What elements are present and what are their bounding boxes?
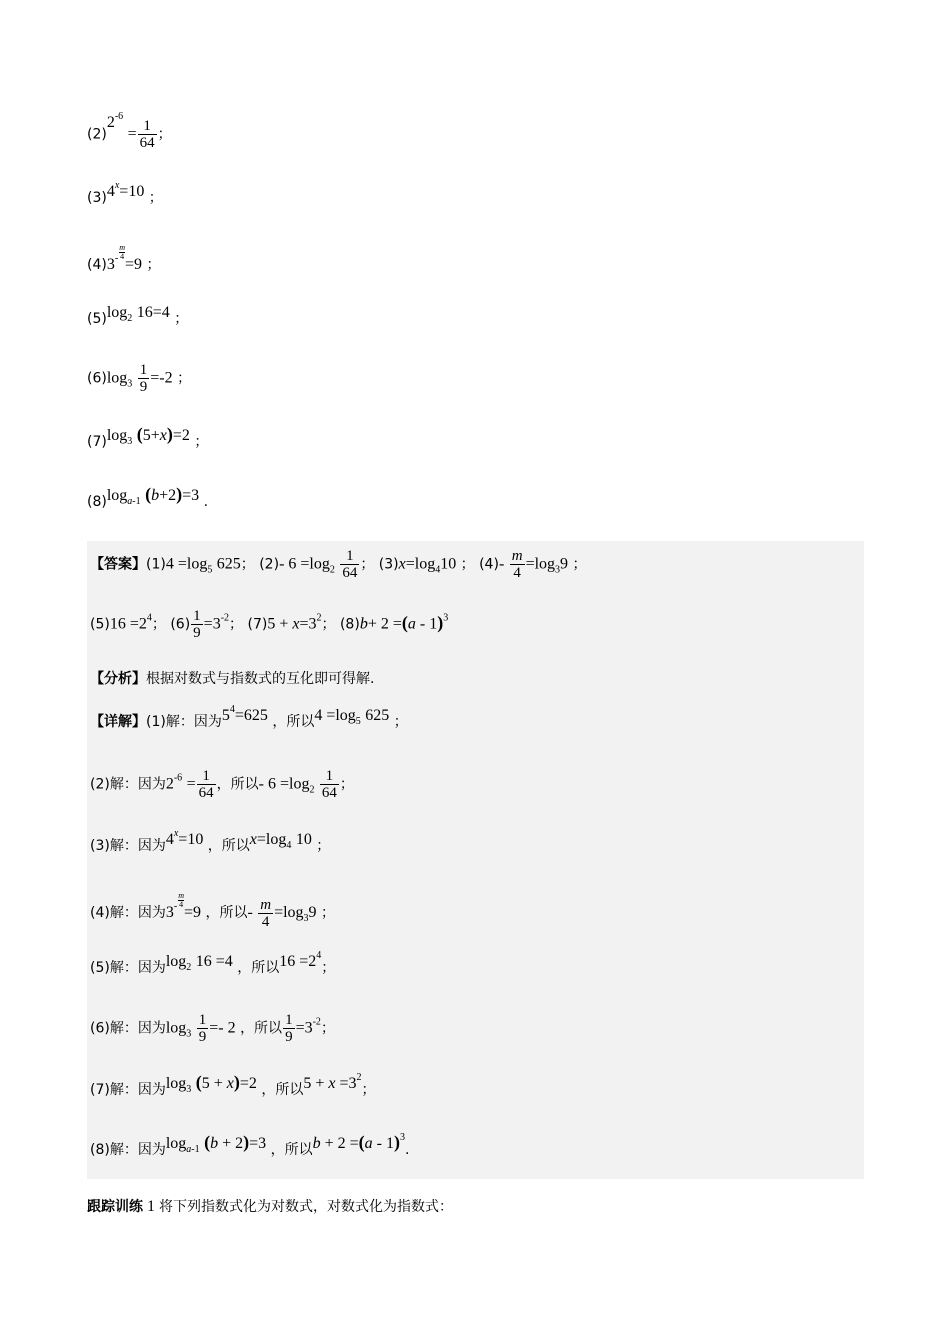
d8-p1-lparen: ( <box>204 1132 211 1152</box>
d6-end: ； <box>320 1020 335 1037</box>
d8-p1-arg: + 2 <box>218 1135 244 1152</box>
q8-end: . <box>203 494 209 510</box>
a4-rhs: =log <box>525 555 556 573</box>
d6-p1-log: log <box>165 1019 187 1037</box>
d2-p1-eq: = <box>186 775 196 793</box>
d4-p1-sign: - <box>173 901 178 912</box>
d7-p1-rparen: ) <box>233 1072 240 1092</box>
q2-eq: = <box>127 125 137 143</box>
q2-label: (2) <box>87 126 107 143</box>
a2-fraction <box>340 548 359 581</box>
q4-label: (4) <box>87 257 107 273</box>
d8-p2-rest: - 1 <box>372 1135 394 1152</box>
d8-p1-base-var: a <box>186 1144 192 1155</box>
tracking-exercise-text: 将下列指数式化为对数式，对数式化为指数式： <box>159 1199 453 1215</box>
a7-lhs: 5 + <box>267 615 293 633</box>
q7-end: ； <box>194 434 209 450</box>
question-5 <box>87 302 189 327</box>
a8-lparen: ( <box>401 612 408 633</box>
d2-p1-num: 1 <box>202 768 210 784</box>
d4-p1-base: 3 <box>165 904 174 921</box>
q7-base: 3 <box>127 436 133 447</box>
q3-exp: x <box>114 180 120 191</box>
q3-base: 4 <box>106 183 115 200</box>
a8-exp: 3 <box>443 612 449 624</box>
a1-base: 5 <box>207 564 213 576</box>
d6-p1-num: 1 <box>198 1012 207 1028</box>
q6-rhs: =-2 <box>150 369 173 387</box>
question-2 <box>87 110 172 151</box>
question-3 <box>87 180 163 206</box>
d2-p1-fraction <box>197 768 216 801</box>
d7-p1-var: x <box>226 1075 234 1092</box>
a8-label: (8) <box>339 616 360 633</box>
d1-mid: ，所以 <box>272 714 315 730</box>
q7-rhs: =2 <box>172 427 190 444</box>
d2-p1-exp: -6 <box>173 772 183 784</box>
detail-line-2 <box>90 768 354 801</box>
d4-p2-fraction <box>258 897 273 930</box>
d3-mid: ，所以 <box>207 838 250 854</box>
d8-p2-var2: a <box>364 1135 373 1152</box>
d7-mid: ，所以 <box>261 1082 304 1098</box>
detail-line-5 <box>90 950 336 976</box>
d2-p2-fraction <box>320 768 339 801</box>
d4-p2-den: 4 <box>258 913 273 930</box>
a4-fraction <box>510 548 525 581</box>
a3-arg: 10 <box>440 555 457 573</box>
d3-p2-rhs: =log <box>256 831 287 848</box>
a1-arg: 625 <box>216 555 241 573</box>
d3-p1-base: 4 <box>165 831 174 848</box>
q2-exp: -6 <box>114 110 124 122</box>
d5-mid: ，所以 <box>237 960 280 976</box>
a2-den: 64 <box>342 565 358 581</box>
d8-p2-mid: + 2 = <box>320 1135 359 1152</box>
d4-end: ； <box>321 905 335 921</box>
d2-mid: ，所以 <box>216 776 259 793</box>
tracking-exercise-title: 跟踪训练 <box>87 1199 143 1215</box>
d6-p2-num: 1 <box>285 1012 293 1028</box>
q8-var: b <box>151 487 160 504</box>
d5-p1-arg: 16 =4 <box>195 953 233 970</box>
q6-end: ； <box>177 370 192 387</box>
d4-p2-arg: 9 <box>308 904 317 921</box>
a3-sep: ； <box>460 556 475 573</box>
detail-title: 【详解】 <box>90 714 146 730</box>
q4-end: ； <box>146 257 161 273</box>
d8-p1-rparen: ) <box>243 1132 250 1152</box>
a6-exp: -2 <box>220 612 230 624</box>
question-4 <box>87 244 160 274</box>
a4-sign: - <box>498 555 505 573</box>
d4-mid: ，所以 <box>205 905 248 921</box>
d8-label: (8)解：因为 <box>90 1142 166 1158</box>
a4-base: 3 <box>555 564 561 576</box>
a3-label: (3) <box>378 556 399 573</box>
answer-line-1 <box>90 548 586 581</box>
d6-p1-fraction <box>197 1012 209 1045</box>
q6-label: (6) <box>87 370 107 387</box>
q3-end: ； <box>148 190 163 206</box>
a3-var: x <box>398 555 406 573</box>
analysis-title: 【分析】 <box>90 671 146 687</box>
d6-p2-den: 9 <box>285 1029 293 1045</box>
a8-var2: a <box>407 615 416 633</box>
q8-lparen: ( <box>145 484 152 504</box>
d8-p2-exp: 3 <box>399 1132 405 1143</box>
a7-exp: 2 <box>316 612 322 624</box>
question-8 <box>87 484 209 510</box>
a2-sep: ； <box>360 556 375 573</box>
a2-num: 1 <box>346 548 354 564</box>
q4-base: 3 <box>106 256 115 273</box>
d5-p2-lhs: 16 =2 <box>279 953 317 970</box>
d3-p1-rhs: =10 <box>178 831 204 848</box>
d3-end: ； <box>316 838 331 854</box>
a6-num: 1 <box>193 608 201 624</box>
d1-p2-lhs: 4 =log <box>314 707 356 724</box>
q6-den: 9 <box>139 379 148 395</box>
d1-label: (1)解：因为 <box>146 714 222 730</box>
d5-p1-base: 2 <box>186 962 192 973</box>
d7-p1-base: 3 <box>186 1084 192 1095</box>
q7-arg: 5+ <box>142 427 160 444</box>
d2-label: (2)解：因为 <box>90 776 166 793</box>
analysis-text: 根据对数式与指数式的互化即可得解. <box>146 671 375 687</box>
q5-base: 2 <box>127 313 133 324</box>
q5-rhs: =4 <box>152 304 170 321</box>
a5-exp: 4 <box>146 612 152 624</box>
d2-p2-lhs: - 6 =log <box>258 775 310 793</box>
d7-p1-arg: 5 + <box>201 1075 227 1092</box>
q2-end: ； <box>157 126 172 143</box>
d8-p1-log: log <box>165 1135 187 1152</box>
q8-label: (8) <box>87 494 107 510</box>
d6-p2-fraction <box>283 1012 295 1045</box>
q7-label: (7) <box>87 434 107 450</box>
detail-line-7 <box>90 1072 376 1098</box>
d6-label: (6)解：因为 <box>90 1020 166 1037</box>
detail-line-6 <box>90 1012 335 1045</box>
a4-sep: ； <box>572 556 587 573</box>
d7-p2-lhs: 5 + <box>303 1075 329 1092</box>
q6-log: log <box>106 369 128 387</box>
d6-p1-base: 3 <box>186 1028 192 1040</box>
d4-p1-rhs: =9 <box>183 904 201 921</box>
q2-den: 64 <box>139 135 155 151</box>
q5-log: log <box>106 304 128 321</box>
q5-arg: 16 <box>136 304 153 321</box>
d5-p2-exp: 4 <box>316 950 322 961</box>
d7-end: ； <box>361 1082 376 1098</box>
d4-p2-sign: - <box>247 904 253 921</box>
a1-lhs: 4 =log <box>165 555 208 573</box>
d2-p1-base: 2 <box>165 775 174 793</box>
detail-line-8 <box>90 1132 410 1158</box>
detail-line-3 <box>90 828 331 854</box>
d6-p1-den: 9 <box>198 1029 207 1045</box>
q5-label: (5) <box>87 311 107 327</box>
d4-p1-den: 4 <box>179 900 184 909</box>
a7-sep: ； <box>321 616 336 633</box>
d4-p2-num: m <box>260 896 272 913</box>
d2-p2-den: 64 <box>321 785 337 801</box>
d8-p2-rparen: ) <box>393 1132 400 1152</box>
a8-var: b <box>359 615 368 633</box>
a6-sep: ； <box>229 616 244 633</box>
d1-end: ； <box>393 714 408 730</box>
d4-p2-rhs: =log <box>274 904 304 921</box>
d7-p2-exp: 2 <box>356 1072 362 1083</box>
q6-base: 3 <box>127 378 133 390</box>
a4-arg: 9 <box>560 555 569 573</box>
q8-rhs: =3 <box>182 487 200 504</box>
d6-p2-exp: -2 <box>312 1016 321 1028</box>
d7-p2-var: x <box>328 1075 336 1092</box>
q4-exp-num: m <box>119 243 125 252</box>
d2-p1-den: 64 <box>198 785 214 801</box>
d8-p1-var: b <box>210 1135 219 1152</box>
q3-rhs: =10 <box>119 183 145 200</box>
a7-var: x <box>292 615 300 633</box>
a4-label: (4) <box>479 556 499 573</box>
answer-title: 【答案】 <box>90 556 146 573</box>
q8-arg: +2 <box>159 487 177 504</box>
analysis-line <box>90 668 374 688</box>
a6-rhs: =3 <box>203 615 221 633</box>
question-7 <box>87 424 209 450</box>
d4-label: (4)解：因为 <box>90 905 166 921</box>
q8-rparen: ) <box>176 484 183 504</box>
d5-p1-log: log <box>165 953 187 970</box>
d3-p2-arg: 10 <box>295 831 312 848</box>
a6-fraction <box>191 608 203 641</box>
q7-log: log <box>106 427 128 444</box>
a7-rhs: =3 <box>299 615 317 633</box>
d8-p2-var: b <box>312 1135 321 1152</box>
q4-exp-sign: - <box>114 253 119 264</box>
q8-base-rest: -1 <box>132 496 141 507</box>
d5-end: ； <box>321 960 336 976</box>
a3-base: 4 <box>435 564 441 576</box>
d7-label: (7)解：因为 <box>90 1082 166 1098</box>
d1-p1-rhs: =625 <box>234 707 268 724</box>
d7-p1-rhs: =2 <box>239 1075 257 1092</box>
d8-mid: ，所以 <box>270 1142 313 1158</box>
q4-rhs: =9 <box>124 256 142 273</box>
d1-p1-exp: 4 <box>229 704 235 715</box>
q2-fraction <box>138 118 157 151</box>
a6-label: (6) <box>170 616 191 633</box>
q7-rparen: ) <box>166 424 173 444</box>
d7-p1-log: log <box>165 1075 187 1092</box>
d1-p2-arg: 625 <box>365 707 390 724</box>
d6-p2-rhs: =3 <box>295 1019 313 1037</box>
q6-num: 1 <box>139 362 148 378</box>
q5-end: ； <box>174 311 189 327</box>
d7-p1-lparen: ( <box>195 1072 202 1092</box>
q3-label: (3) <box>87 190 107 206</box>
a4-den: 4 <box>510 564 525 581</box>
a1-label: (1) <box>146 556 166 573</box>
a4-num: m <box>511 548 523 564</box>
d3-p2-var: x <box>249 831 257 848</box>
d2-end: ； <box>339 776 354 793</box>
a5-sep: ； <box>151 616 166 633</box>
d2-p2-num: 1 <box>325 768 334 784</box>
q7-lparen: ( <box>136 424 143 444</box>
detail-line-1 <box>90 704 408 730</box>
a8-rparen: ) <box>437 612 444 633</box>
d4-p1-num: m <box>178 891 184 900</box>
a7-label: (7) <box>247 616 268 633</box>
d5-label: (5)解：因为 <box>90 960 166 976</box>
d8-p1-base-rest: -1 <box>191 1144 200 1155</box>
a2-label: (2) <box>259 556 280 573</box>
d6-p1-rhs: =- 2 <box>209 1019 236 1037</box>
d6-mid: ，所以 <box>240 1020 283 1037</box>
a2-lhs: - 6 =log <box>279 555 330 573</box>
a8-mid: + 2 = <box>367 615 402 633</box>
answer-line-2 <box>90 608 448 641</box>
tracking-exercise-number: 1 <box>143 1198 159 1215</box>
a5-lhs: 16 =2 <box>109 615 147 633</box>
question-6 <box>87 362 191 395</box>
tracking-exercise-line <box>87 1196 453 1216</box>
detail-line-4 <box>90 892 335 930</box>
q7-var: x <box>159 427 167 444</box>
d3-p2-base: 4 <box>286 840 292 851</box>
q6-fraction <box>138 362 150 395</box>
q2-num: 1 <box>143 118 151 134</box>
a5-label: (5) <box>90 616 110 633</box>
a3-rhs: =log <box>405 555 436 573</box>
d8-p1-rhs: =3 <box>249 1135 267 1152</box>
a1-sep: ； <box>240 556 255 573</box>
d1-p2-base: 5 <box>355 716 361 727</box>
d2-p2-base: 2 <box>309 784 315 796</box>
d4-p2-base: 3 <box>303 913 309 924</box>
d1-p1-base: 5 <box>221 707 230 724</box>
a6-den: 9 <box>193 625 201 641</box>
d3-p1-exp: x <box>173 828 179 839</box>
a8-rest: - 1 <box>415 615 438 633</box>
q4-exp-den: 4 <box>120 252 125 261</box>
q8-base-var: a <box>127 496 133 507</box>
a2-base: 2 <box>329 564 335 576</box>
d8-end: . <box>404 1142 410 1158</box>
q8-log: log <box>106 487 128 504</box>
d8-p2-lparen: ( <box>358 1132 365 1152</box>
d3-label: (3)解：因为 <box>90 838 166 854</box>
q2-base: 2 <box>106 113 115 131</box>
d7-p2-rhs: =3 <box>335 1075 357 1092</box>
